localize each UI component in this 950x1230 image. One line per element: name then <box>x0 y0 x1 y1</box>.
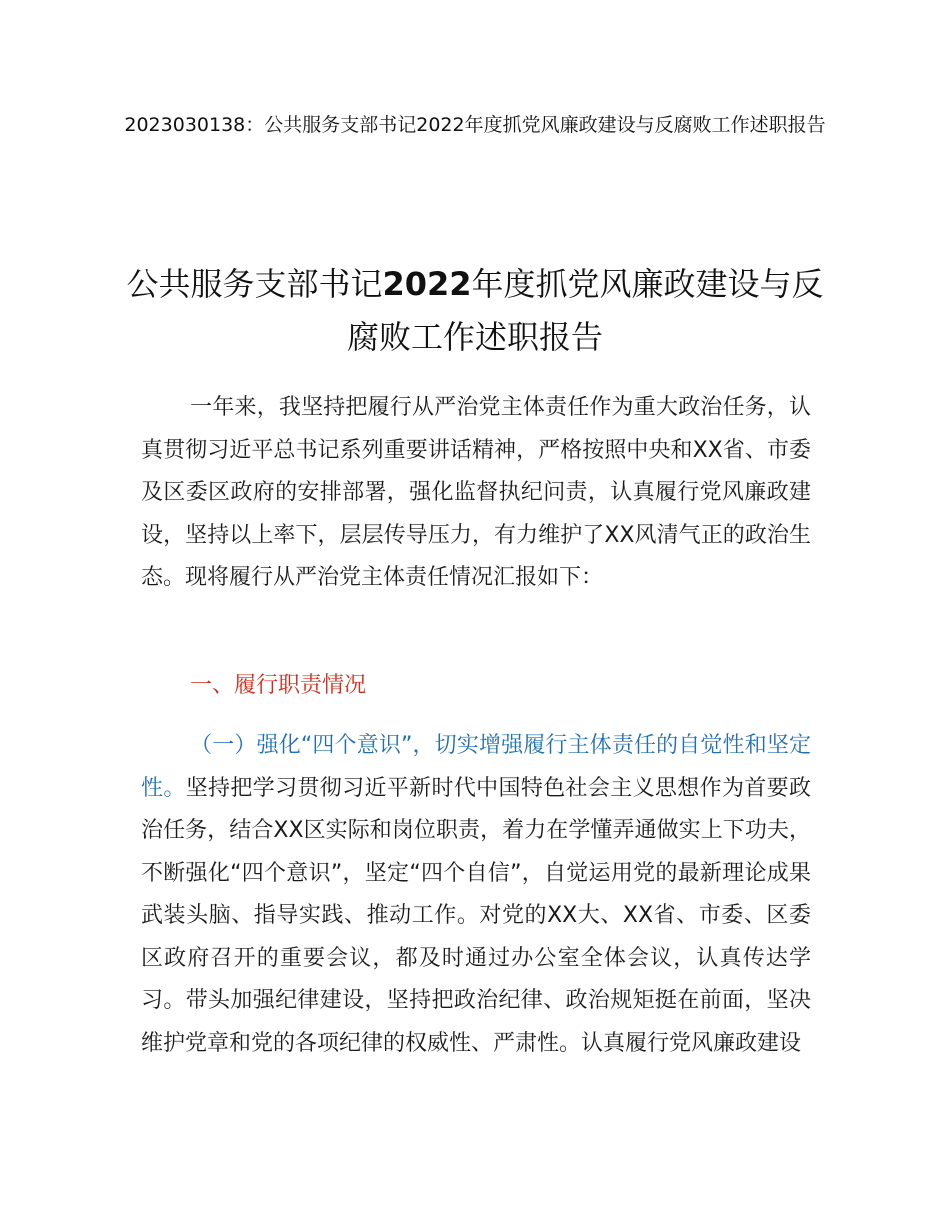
main-title-year: 2022 <box>382 265 472 303</box>
main-title-before: 公共服务支部书记 <box>126 265 383 303</box>
paragraph-intro-text: 一年来，我坚持把履行从严治党主体责任作为重大政治任务，认真贯彻习近平总书记系列重要讲话精神，严格按照中央和XX省、市委及区委区政府的安排部署，强化监督执纪问责，认真履行党风廉政建设，坚持以上率下，层层传导压力，有力维护了XX风清气正的政治生态。现将履行从严治党主体责任情况汇报如下： <box>141 395 811 590</box>
section-heading-duties: 一、履行职责情况 <box>190 673 367 698</box>
document-main-title <box>125 258 825 364</box>
main-title-after: 年度抓党风廉政建设与反腐败工作述职报告 <box>346 265 824 356</box>
paragraph-four-consciousness-text: 坚持把学习贯彻习近平新时代中国特色社会主义思想作为首要政治任务，结合XX区实际和岗位职责，着力在学懂弄通做实上下功夫，不断强化“四个意识”，坚定“四个自信”，自觉运用党的最新理论成果武装头脑、指导实践、推动工作。对党的XX大、XX省、市委、区委区政府召开的重要会议，都及时通过办公室全体会议，认真传达学习。带头加强纪律建设，坚持把政治纪律、政治规矩挺在前面，坚决维护党章和党的各项纪律的权威性、严肃性。认真履行党风廉政建设 <box>141 775 811 1056</box>
document-header-title: 2023030138：公共服务支部书记2022年度抓党风廉政建设与反腐败工作述职报告 <box>124 114 826 136</box>
paragraph-four-consciousness <box>141 725 811 1065</box>
paragraph-intro <box>141 387 811 600</box>
subheading-four-consciousness: （一）强化“四个意识”，切实增强履行主体责任的自觉性和坚定性。 <box>141 733 811 801</box>
